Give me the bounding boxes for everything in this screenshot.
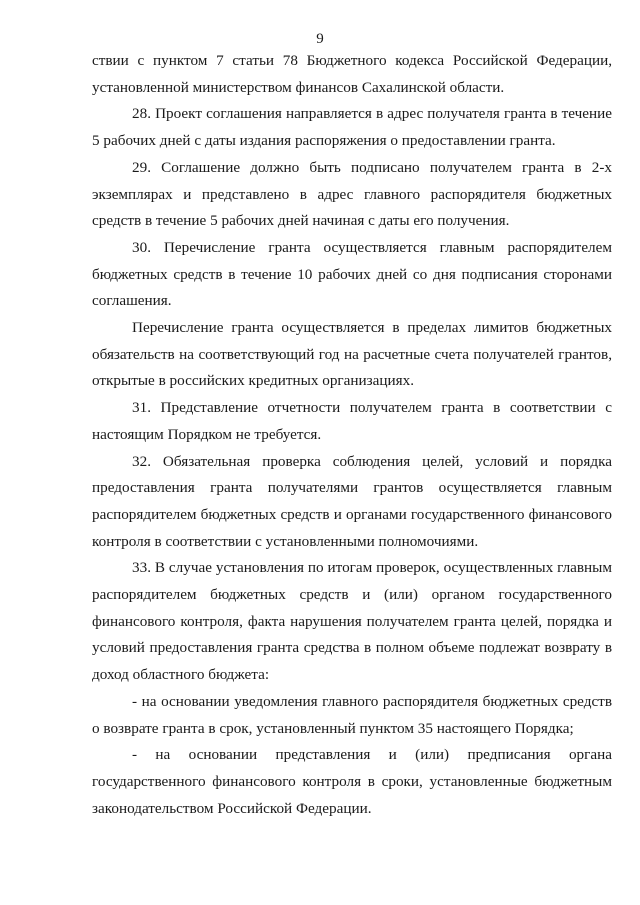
paragraph-continuation: ствии с пунктом 7 статьи 78 Бюджетного кодекса Российской Федерации, установленной министерством финансов Сахалинской области.: [92, 52, 612, 96]
paragraph-31: 31. Представление отчетности получателем гранта в соответствии с настоящим Порядком не требуется.: [92, 399, 612, 443]
document-body: [92, 48, 612, 822]
paragraph-33: 33. В случае установления по итогам проверок, осуществленных главным распорядителем бюджетных средств и (или) органом государственного финансового контроля, факта нарушения получателем гранта целей, порядка и условий предоставления гранта средства в полном объеме подлежат возврату в доход областного бюджета:: [92, 559, 612, 684]
paragraph-30-continued: Перечисление гранта осуществляется в пределах лимитов бюджетных обязательств на соответствующий год на расчетные счета получателей грантов, открытые в российских кредитных организациях.: [92, 319, 612, 390]
paragraph-30: 30. Перечисление гранта осуществляется главным распорядителем бюджетных средств в течение 10 рабочих дней со дня подписания сторонами соглашения.: [92, 238, 612, 310]
paragraph-32: 32. Обязательная проверка соблюдения целей, условий и порядка предоставления гранта получателями грантов осуществляется главным распорядителем бюджетных средств и органами государственного финансового контроля в соответствии с установленными полномочиями.: [92, 452, 612, 550]
list-item-representation: - на основании представления и (или) предписания органа государственного финансового контроля в сроки, установленные бюджетным законодательством Российской Федерации.: [92, 746, 612, 817]
list-item-notification: - на основании уведомления главного распорядителя бюджетных средств о возврате гранта в срок, установленный пунктом 35 настоящего Порядка;: [92, 692, 612, 737]
page-number: 9: [316, 31, 324, 47]
paragraph-28: 28. Проект соглашения направляется в адрес получателя гранта в течение 5 рабочих дней с даты издания распоряжения о предоставлении гранта.: [92, 105, 612, 150]
paragraph-29: 29. Соглашение должно быть подписано получателем гранта в 2-х экземплярах и представлено в адрес главного распорядителя бюджетных средств в течение 5 рабочих дней начиная с даты его получения.: [92, 158, 612, 230]
